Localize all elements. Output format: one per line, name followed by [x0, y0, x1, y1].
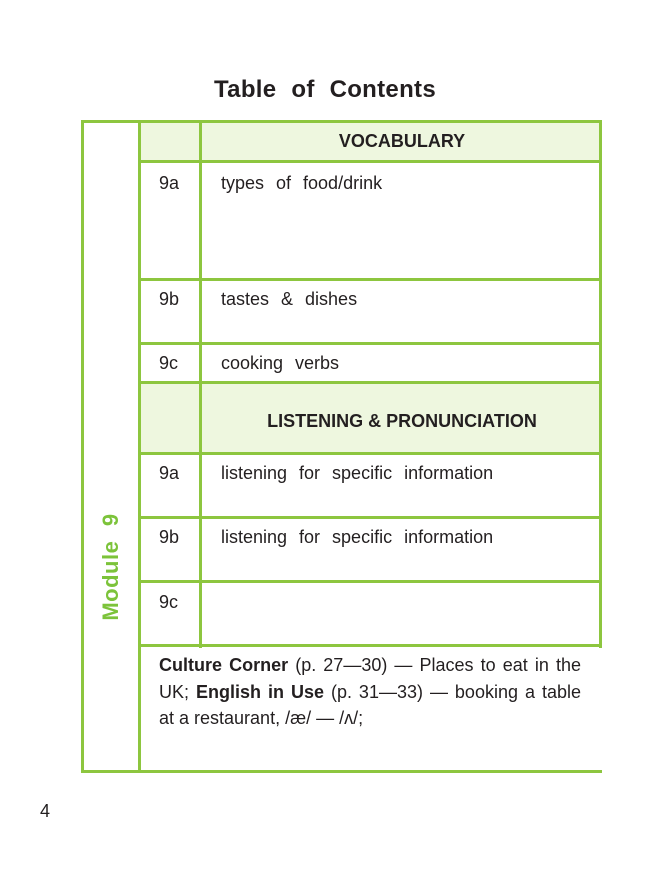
module-label-text: Module 9: [98, 513, 123, 621]
page-number: 4: [40, 801, 51, 821]
row-code: 9b: [159, 527, 180, 547]
english-in-use-label: English in Use: [195, 681, 324, 702]
culture-corner-description: (p. 27—30) — Places to eat in the UK;: [159, 655, 581, 702]
row-divider: [138, 381, 602, 384]
row-code: 9a: [159, 463, 180, 483]
section-heading-vocabulary: VOCABULARY: [338, 131, 466, 151]
row-topic: listening for specific information: [221, 527, 494, 547]
row-divider: [138, 644, 602, 647]
table-border-right: [599, 120, 602, 648]
culture-corner-label: Culture Corner: [159, 655, 289, 675]
culture-corner-text: [159, 652, 581, 732]
row-divider: [138, 580, 602, 583]
row-code: 9c: [159, 353, 179, 373]
row-topic: listening for specific information: [221, 463, 494, 483]
row-divider: [138, 516, 602, 519]
row-topic: cooking verbs: [221, 353, 340, 373]
module-label: [83, 122, 139, 772]
row-divider: [138, 160, 602, 163]
row-code: 9b: [159, 289, 180, 309]
row-topic: types of food/drink: [221, 173, 383, 193]
table-border-top: [81, 120, 602, 123]
section-heading-listening: LISTENING & PRONUNCIATION: [267, 411, 537, 431]
row-divider: [138, 278, 602, 281]
row-code: 9a: [159, 173, 180, 193]
row-divider: [138, 342, 602, 345]
page-title: Table of Contents: [214, 76, 436, 103]
english-in-use-description: (p. 31—33) — booking a table at a restaurant, /æ/ — /ʌ/;: [159, 681, 581, 728]
row-code: 9c: [159, 592, 179, 612]
table-border-bottom: [81, 770, 602, 773]
table-border-code: [199, 120, 202, 648]
row-divider: [138, 452, 602, 455]
row-topic: tastes & dishes: [221, 289, 358, 309]
